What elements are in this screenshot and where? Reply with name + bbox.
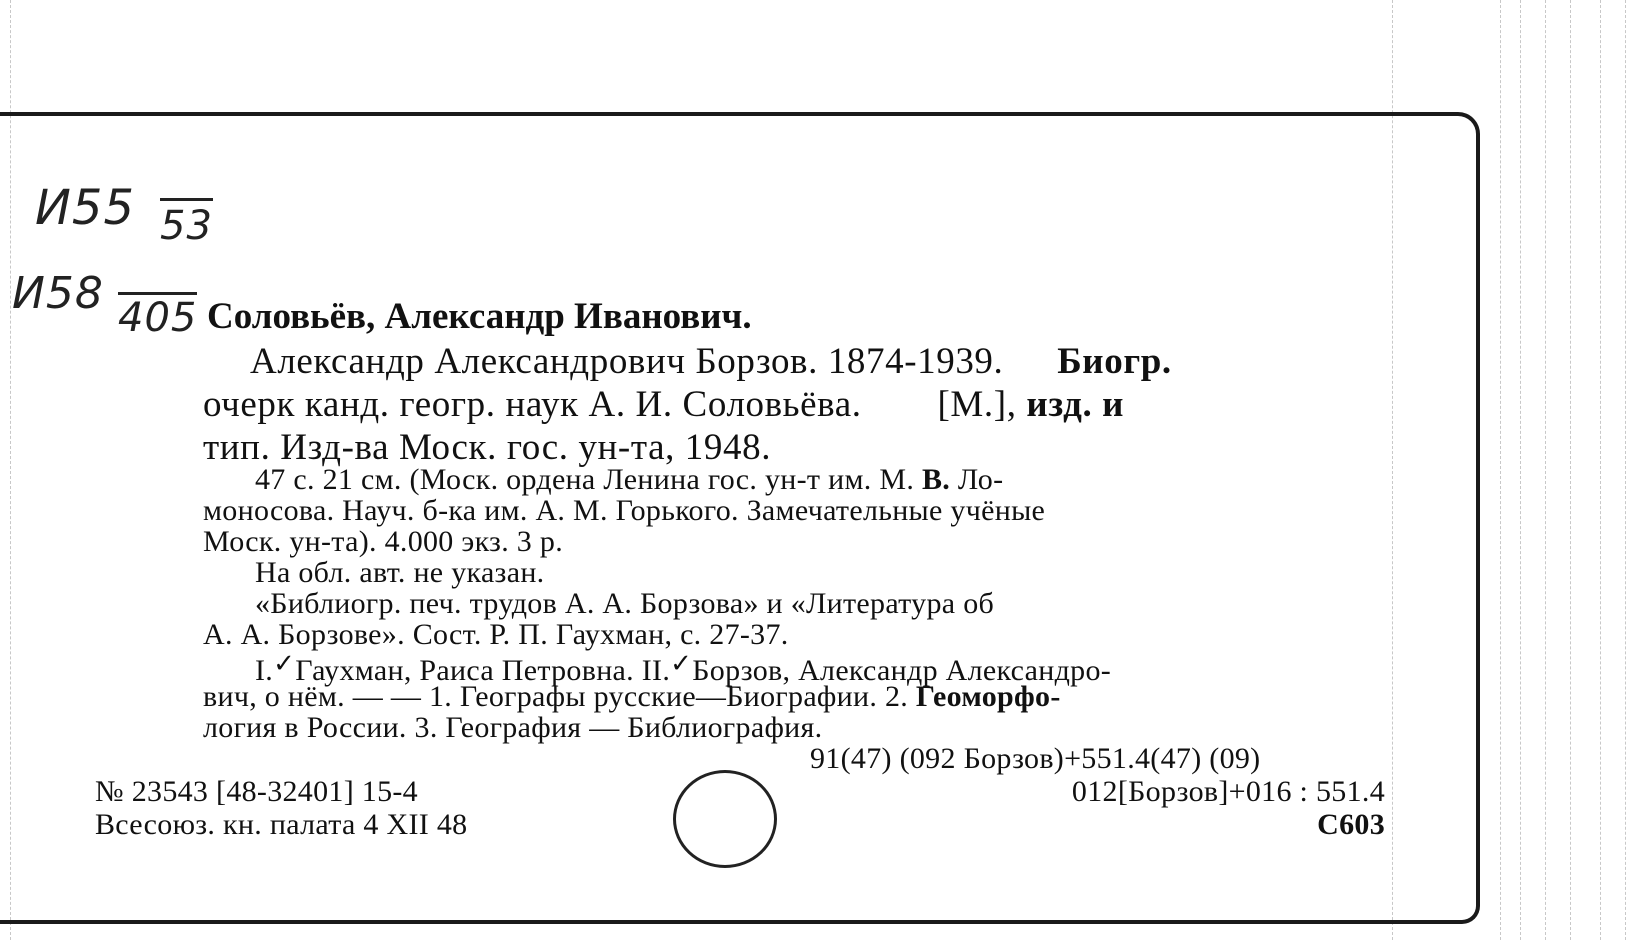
check-mark-icon: ✓ [670, 649, 693, 679]
imprint-number: № 23543 [48-32401] 15-4 [95, 775, 418, 808]
tracing-line: логия в России. 3. География — Библиография. [203, 711, 823, 744]
scan-line [1600, 0, 1601, 940]
tracing-text: Геоморфо- [915, 680, 1061, 713]
handwritten-fraction: 405 [118, 292, 197, 341]
title-text: [М.], [937, 384, 1017, 425]
tracing-line [203, 680, 1061, 714]
handwritten-code: И55 [35, 180, 135, 236]
handwritten-fraction: 53 [160, 198, 213, 249]
tracing-text: I. [255, 654, 274, 687]
title-text: Биогр. [1057, 341, 1172, 382]
udc-index: 91(47) (092 Борзов)+551.4(47) (09) [810, 742, 1261, 775]
description-text: В. [921, 463, 951, 496]
title-line [250, 340, 1172, 383]
scan-line [1570, 0, 1571, 940]
scan-line [1520, 0, 1521, 940]
bbk-index: 012[Борзов]+016 : 551.4 [1071, 775, 1385, 808]
title-text: очерк канд. геогр. наук А. И. Соловьёва. [203, 384, 862, 425]
title-text: Александр Александрович Борзов. 1874-1939. [250, 341, 1004, 382]
description-text: Ло- [957, 463, 1004, 496]
check-mark-icon: ✓ [273, 649, 296, 679]
handwritten-code: И58 [12, 268, 104, 319]
title-text: изд. и [1026, 384, 1125, 425]
description-line: Моск. ун-та). 4.000 экз. 3 р. [203, 525, 563, 558]
note-line: А. А. Борзове». Сост. Р. П. Гаухман, с. 27-37. [203, 618, 789, 651]
punch-hole-circle [673, 770, 777, 868]
tracing-text: Гаухман, Раиса Петровна. II. [295, 654, 671, 687]
tracing-text: вич, о нём. — — 1. Географы русские—Биографии. 2. [203, 680, 909, 713]
note-line: «Библиогр. печ. трудов А. А. Борзова» и «Литература об [255, 587, 995, 620]
title-line: тип. Изд-ва Моск. гос. ун-та, 1948. [203, 427, 772, 468]
tracing-text: Борзов, Александр Александро- [692, 654, 1112, 687]
scan-line [1545, 0, 1546, 940]
scan-line [1500, 0, 1501, 940]
imprint-chamber: Всесоюз. кн. палата 4 XII 48 [95, 808, 468, 841]
scan-line [1625, 0, 1626, 940]
author-heading: Соловьёв, Александр Иванович. [207, 296, 752, 337]
note-line: На обл. авт. не указан. [255, 556, 545, 589]
author-mark: С603 [1317, 808, 1385, 841]
description-line [255, 463, 1003, 497]
title-line [203, 383, 1124, 426]
description-line: моносова. Науч. б-ка им. А. М. Горького. Замечательные учёные [203, 494, 1046, 527]
description-text: 47 с. 21 см. (Моск. ордена Ленина гос. ун-т им. М. [255, 463, 915, 496]
